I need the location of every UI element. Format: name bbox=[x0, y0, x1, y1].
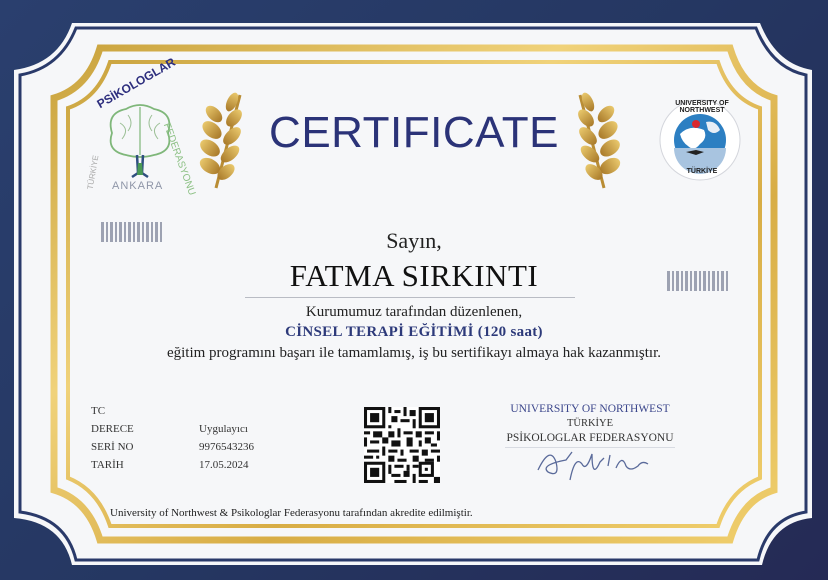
completion-line: eğitim programını başarı ile tamamlamış, iş bu sertifikayı almaya hak kazanmıştır. bbox=[166, 345, 662, 361]
left-logo-right-text: FEDERASYONU bbox=[160, 121, 198, 197]
signature-scribble-icon bbox=[530, 440, 660, 485]
signature-federation: PSİKOLOGLAR FEDERASYONU bbox=[506, 432, 674, 444]
detail-label-seri-no: SERİ NO bbox=[91, 441, 134, 453]
detail-label-derece: DERECE bbox=[91, 423, 134, 435]
detail-value-tarih: 17.05.2024 bbox=[199, 459, 249, 471]
right-logo-arc-text: UNIVERSITY OF NORTHWEST bbox=[675, 100, 729, 114]
recipient-name: FATMA SIRKINTI bbox=[289, 258, 539, 293]
detail-value-seri-no: 9976543236 bbox=[199, 441, 254, 453]
greeting: Sayın, bbox=[386, 228, 442, 253]
left-logo-left-text: TÜRKİYE bbox=[85, 154, 101, 191]
right-logo-bottom-text: TÜRKİYE bbox=[686, 168, 718, 175]
left-logo-top-text: PSİKOLOGLAR bbox=[94, 54, 178, 112]
detail-label-tc: TC bbox=[91, 405, 106, 417]
signature-country: TÜRKİYE bbox=[566, 418, 614, 429]
certificate-title: CERTIFICATE bbox=[269, 108, 559, 157]
detail-label-tarih: TARİH bbox=[91, 459, 124, 471]
qr-code-icon[interactable] bbox=[364, 407, 440, 483]
left-logo-bottom-text: ANKARA bbox=[112, 180, 164, 192]
signature-university: UNIVERSITY OF NORTHWEST bbox=[510, 403, 670, 415]
detail-value-derece: Uygulayıcı bbox=[199, 423, 248, 435]
intro-line: Kurumumuz tarafından düzenlenen, bbox=[305, 304, 523, 320]
accreditation-footer: University of Northwest & Psikologlar Federasyonu tarafından akredite edilmiştir. bbox=[110, 507, 473, 519]
name-underline bbox=[245, 297, 575, 298]
course-name: CİNSEL TERAPİ EĞİTİMİ (120 saat) bbox=[285, 324, 543, 340]
